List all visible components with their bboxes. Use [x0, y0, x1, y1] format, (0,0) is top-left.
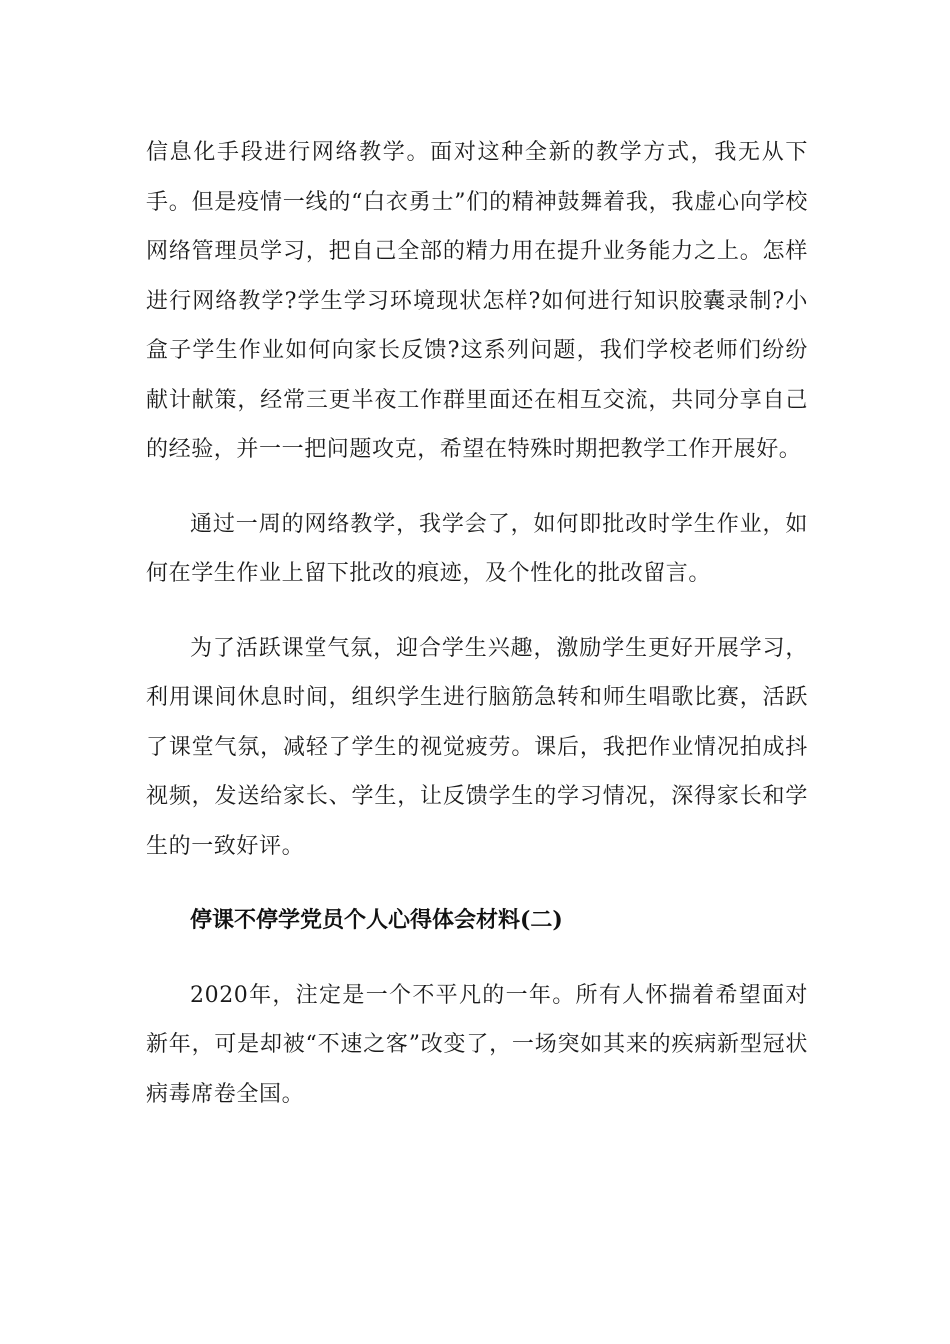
paragraph-network-teaching: 信息化手段进行网络教学。面对这种全新的教学方式，我无从下手。但是疫情一线的“白衣勇士”们的精神鼓舞着我，我虚心向学校网络管理员学习，把自己全部的精力用在提升业务能力之上。怎样进行网络教学?学生学习环境现状怎样?如何进行知识胶囊录制?小盒子学生作业如何向家长反馈?这系列问题，我们学校老师们纷纷献计献策，经常三更半夜工作群里面还在相互交流，共同分享自己的经验，并一一把问题攻克，希望在特殊时期把教学工作开展好。: [146, 140, 808, 462]
paragraph-week-of-teaching: 通过一周的网络教学，我学会了，如何即批改时学生作业，如何在学生作业上留下批改的痕迹，及个性化的批改留言。: [146, 511, 808, 586]
section-heading: 停课不停学党员个人心得体会材料(二): [190, 907, 563, 933]
paragraph-year-2020: 2020年，注定是一个不平凡的一年。所有人怀揣着希望面对新年，可是却被“不速之客”改变了，一场突如其来的疾病新型冠状病毒席卷全国。: [146, 982, 808, 1107]
document-body: [146, 128, 808, 1119]
paragraph-classroom-atmosphere: 为了活跃课堂气氛，迎合学生兴趣，激励学生更好开展学习，利用课间休息时间，组织学生进行脑筋急转和师生唱歌比赛，活跃了课堂气氛，减轻了学生的视觉疲劳。课后，我把作业情况拍成抖视频，发送给家长、学生，让反馈学生的学习情况，深得家长和学生的一致好评。: [146, 635, 808, 859]
